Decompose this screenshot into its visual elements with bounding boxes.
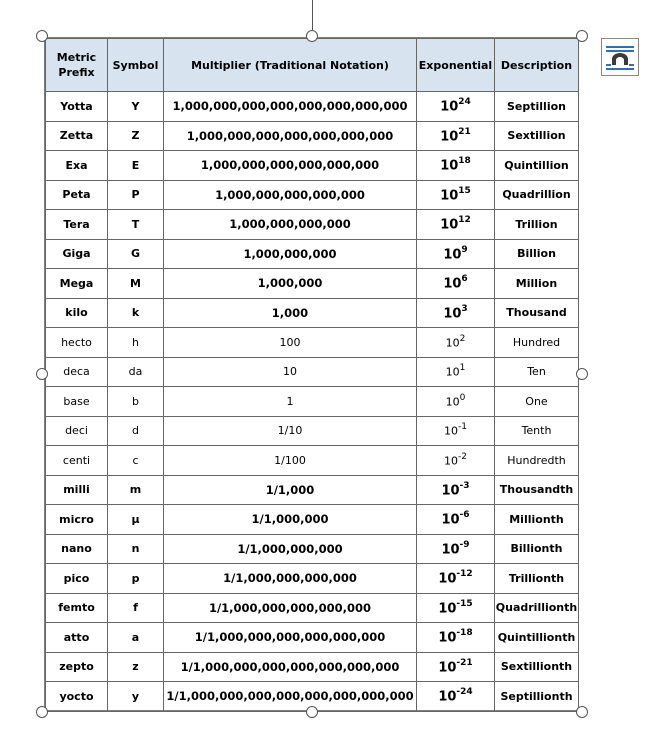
multiplier-cell: 1,000,000,000,000,000 — [164, 180, 417, 210]
exponential-cell — [417, 534, 495, 564]
symbol-cell: a — [108, 623, 164, 653]
resize-handle-bottom-middle[interactable] — [306, 706, 318, 718]
symbol-cell: Y — [108, 92, 164, 122]
exponent-power: 0 — [459, 392, 466, 403]
exponent-power: -21 — [456, 657, 473, 668]
exponent-base: 10 — [440, 99, 459, 115]
exponential-cell — [417, 180, 495, 210]
prefix-cell: hecto — [46, 328, 108, 358]
exponent-power: -12 — [456, 569, 473, 580]
table-body — [46, 92, 579, 712]
description-cell: Billion — [495, 239, 579, 269]
table-row — [46, 180, 579, 210]
exponential-cell — [417, 593, 495, 623]
description-cell: Septillionth — [495, 682, 579, 712]
prefix-cell: Exa — [46, 151, 108, 181]
symbol-cell: h — [108, 328, 164, 358]
description-cell: Thousand — [495, 298, 579, 328]
exponential-cell — [417, 505, 495, 535]
description-cell: Hundredth — [495, 446, 579, 476]
header-row — [46, 39, 579, 92]
symbol-cell: m — [108, 475, 164, 505]
exponential-cell — [417, 269, 495, 299]
multiplier-cell: 1/1,000,000,000,000 — [164, 564, 417, 594]
description-cell: Sextillion — [495, 121, 579, 151]
table-row — [46, 623, 579, 653]
exponent-base: 10 — [444, 425, 458, 439]
description-cell: Ten — [495, 357, 579, 387]
prefix-cell: Yotta — [46, 92, 108, 122]
exponent-base: 10 — [440, 187, 459, 203]
prefix-cell: femto — [46, 593, 108, 623]
symbol-cell: c — [108, 446, 164, 476]
exponent-base: 10 — [438, 630, 457, 646]
description-cell: Quintillionth — [495, 623, 579, 653]
prefix-cell: nano — [46, 534, 108, 564]
exponent-base: 10 — [440, 217, 459, 233]
exponent-base: 10 — [443, 246, 462, 262]
multiplier-cell: 1/100 — [164, 446, 417, 476]
description-cell: Trillion — [495, 210, 579, 240]
exponential-cell — [417, 652, 495, 682]
exponent-power: -9 — [459, 539, 470, 550]
prefix-cell: milli — [46, 475, 108, 505]
multiplier-cell: 1/1,000,000,000,000,000,000,000 — [164, 652, 417, 682]
symbol-cell: da — [108, 357, 164, 387]
exponential-cell — [417, 564, 495, 594]
exponent-power: 1 — [459, 363, 466, 374]
resize-handle-top-middle[interactable] — [306, 30, 318, 42]
symbol-cell: b — [108, 387, 164, 417]
table-row — [46, 298, 579, 328]
multiplier-cell: 1/1,000,000,000,000,000 — [164, 593, 417, 623]
multiplier-cell: 1,000,000,000,000,000,000,000,000 — [164, 92, 417, 122]
description-cell: Quadrillionth — [495, 593, 579, 623]
symbol-cell: y — [108, 682, 164, 712]
prefix-cell: deci — [46, 416, 108, 446]
exponential-cell — [417, 298, 495, 328]
table-row — [46, 446, 579, 476]
resize-handle-top-right[interactable] — [576, 30, 588, 42]
exponent-power: 6 — [461, 274, 468, 285]
multiplier-cell: 1,000 — [164, 298, 417, 328]
rotate-connector-line — [312, 0, 313, 30]
multiplier-cell: 10 — [164, 357, 417, 387]
exponent-base: 10 — [441, 541, 460, 557]
exponent-power: 18 — [458, 156, 471, 167]
exponent-power: 2 — [459, 333, 466, 344]
resize-handle-bottom-right[interactable] — [576, 706, 588, 718]
table-row — [46, 151, 579, 181]
exponent-base: 10 — [444, 454, 458, 468]
prefix-cell: deca — [46, 357, 108, 387]
symbol-cell: E — [108, 151, 164, 181]
prefix-cell: Zetta — [46, 121, 108, 151]
description-cell: Septillion — [495, 92, 579, 122]
symbol-cell: k — [108, 298, 164, 328]
exponent-base: 10 — [445, 336, 460, 350]
exponent-power: -1 — [458, 422, 467, 433]
exponent-power: 9 — [461, 244, 468, 255]
prefix-cell: Peta — [46, 180, 108, 210]
exponent-base: 10 — [438, 689, 457, 705]
exponential-cell — [417, 475, 495, 505]
description-cell: Quadrillion — [495, 180, 579, 210]
symbol-cell: T — [108, 210, 164, 240]
table-row — [46, 593, 579, 623]
description-cell: Billionth — [495, 534, 579, 564]
symbol-cell: n — [108, 534, 164, 564]
description-cell: Tenth — [495, 416, 579, 446]
exponential-cell — [417, 92, 495, 122]
table-row — [46, 269, 579, 299]
table-row — [46, 92, 579, 122]
multiplier-cell: 1/1,000 — [164, 475, 417, 505]
prefix-cell: yocto — [46, 682, 108, 712]
table-row — [46, 564, 579, 594]
multiplier-cell: 1/10 — [164, 416, 417, 446]
exponential-cell — [417, 151, 495, 181]
table-row — [46, 210, 579, 240]
multiplier-cell: 1,000,000,000 — [164, 239, 417, 269]
prefix-cell: micro — [46, 505, 108, 535]
exponent-power: 3 — [461, 303, 468, 314]
exponential-cell — [417, 239, 495, 269]
exponent-base: 10 — [438, 600, 457, 616]
exponent-power: -18 — [456, 628, 473, 639]
multiplier-cell: 1 — [164, 387, 417, 417]
exponential-cell — [417, 623, 495, 653]
prefix-cell: zepto — [46, 652, 108, 682]
prefix-cell: centi — [46, 446, 108, 476]
exponent-power: -2 — [458, 451, 467, 462]
exponential-cell — [417, 446, 495, 476]
description-cell: Thousandth — [495, 475, 579, 505]
multiplier-cell: 1,000,000,000,000,000,000,000 — [164, 121, 417, 151]
table-row — [46, 416, 579, 446]
resize-handle-top-left[interactable] — [36, 30, 48, 42]
table-row — [46, 534, 579, 564]
exponential-cell — [417, 357, 495, 387]
symbol-cell: M — [108, 269, 164, 299]
header-description: Description — [495, 39, 579, 92]
layout-options-icon — [602, 39, 638, 75]
table-row — [46, 387, 579, 417]
layout-options-button[interactable] — [601, 38, 639, 76]
table-row — [46, 328, 579, 358]
header-symbol: Symbol — [108, 39, 164, 92]
resize-handle-middle-right[interactable] — [576, 368, 588, 380]
table-row — [46, 239, 579, 269]
resize-handle-bottom-left[interactable] — [36, 706, 48, 718]
exponent-base: 10 — [440, 128, 459, 144]
multiplier-cell: 1,000,000,000,000,000,000 — [164, 151, 417, 181]
prefix-cell: Tera — [46, 210, 108, 240]
description-cell: One — [495, 387, 579, 417]
symbol-cell: G — [108, 239, 164, 269]
description-cell: Trillionth — [495, 564, 579, 594]
symbol-cell: Z — [108, 121, 164, 151]
exponent-base: 10 — [441, 512, 460, 528]
prefix-cell: atto — [46, 623, 108, 653]
exponent-power: 15 — [458, 185, 471, 196]
exponent-power: 21 — [458, 126, 471, 137]
multiplier-cell: 1,000,000,000,000 — [164, 210, 417, 240]
multiplier-cell: 1/1,000,000 — [164, 505, 417, 535]
exponential-cell — [417, 416, 495, 446]
exponential-cell — [417, 328, 495, 358]
description-cell: Sextillionth — [495, 652, 579, 682]
prefix-cell: base — [46, 387, 108, 417]
table-row — [46, 121, 579, 151]
exponential-cell — [417, 682, 495, 712]
symbol-cell: P — [108, 180, 164, 210]
multiplier-cell: 1,000,000 — [164, 269, 417, 299]
symbol-cell: f — [108, 593, 164, 623]
description-cell: Hundred — [495, 328, 579, 358]
exponential-cell — [417, 387, 495, 417]
exponent-base: 10 — [438, 571, 457, 587]
description-cell: Million — [495, 269, 579, 299]
exponent-base: 10 — [445, 366, 460, 380]
exponent-base: 10 — [443, 305, 462, 321]
header-exponential: Exponential — [417, 39, 495, 92]
exponent-power: -3 — [459, 480, 470, 491]
description-cell: Millionth — [495, 505, 579, 535]
exponent-power: -6 — [459, 510, 470, 521]
table-row — [46, 652, 579, 682]
description-cell: Quintillion — [495, 151, 579, 181]
prefix-cell: Giga — [46, 239, 108, 269]
multiplier-cell: 1/1,000,000,000,000,000,000 — [164, 623, 417, 653]
header-multiplier: Multiplier (Traditional Notation) — [164, 39, 417, 92]
exponent-base: 10 — [440, 158, 459, 174]
multiplier-cell: 100 — [164, 328, 417, 358]
table-row — [46, 475, 579, 505]
symbol-cell: d — [108, 416, 164, 446]
exponent-base: 10 — [438, 659, 457, 675]
symbol-cell: p — [108, 564, 164, 594]
symbol-cell: µ — [108, 505, 164, 535]
exponent-base: 10 — [441, 482, 460, 498]
table-row — [46, 357, 579, 387]
exponent-power: 24 — [458, 97, 471, 108]
header-metric-prefix: Metric Prefix — [46, 39, 108, 92]
multiplier-cell: 1/1,000,000,000 — [164, 534, 417, 564]
resize-handle-middle-left[interactable] — [36, 368, 48, 380]
symbol-cell: z — [108, 652, 164, 682]
exponential-cell — [417, 121, 495, 151]
prefix-cell: Mega — [46, 269, 108, 299]
prefix-cell: kilo — [46, 298, 108, 328]
exponent-power: -15 — [456, 598, 473, 609]
metric-prefix-table — [45, 38, 579, 712]
multiplier-cell: 1/1,000,000,000,000,000,000,000,000 — [164, 682, 417, 712]
exponential-cell — [417, 210, 495, 240]
exponent-base: 10 — [443, 276, 462, 292]
table-row — [46, 505, 579, 535]
prefix-cell: pico — [46, 564, 108, 594]
exponent-power: -24 — [456, 687, 473, 698]
exponent-power: 12 — [458, 215, 471, 226]
exponent-base: 10 — [445, 395, 460, 409]
